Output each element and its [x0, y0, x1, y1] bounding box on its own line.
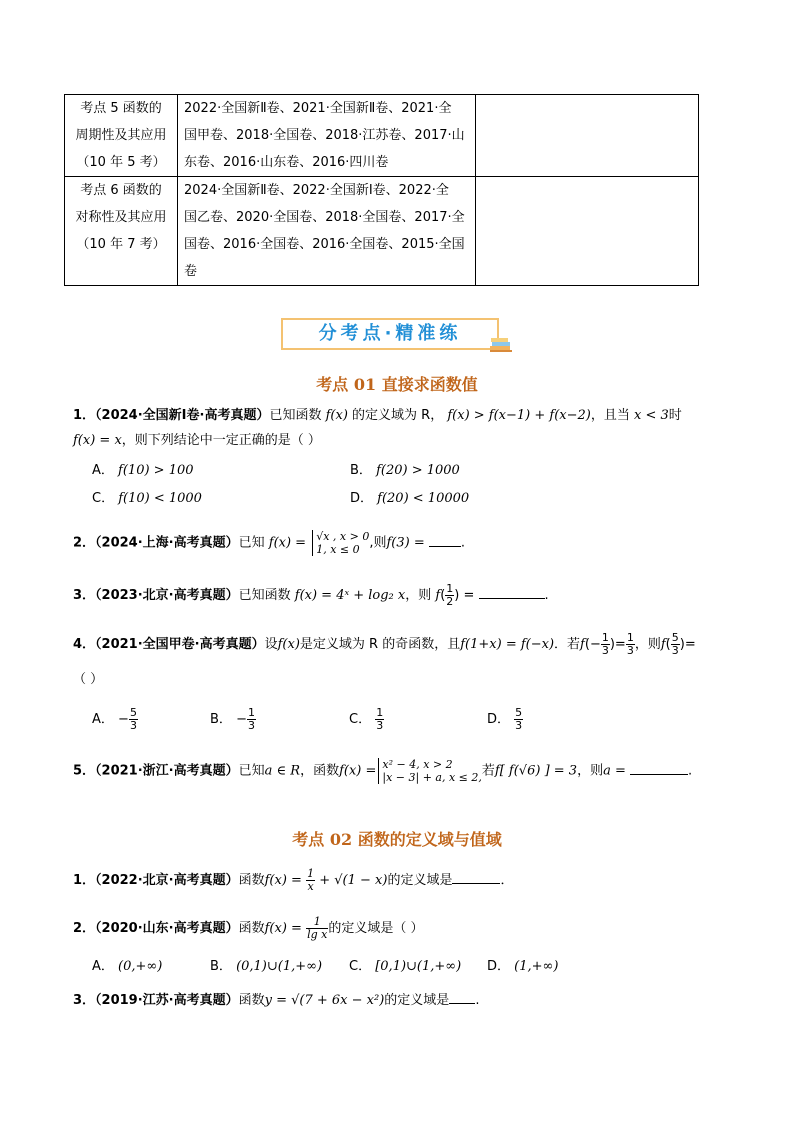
option-d[interactable]: D． (1,+∞) [487, 959, 559, 974]
table-cell-empty [476, 177, 699, 286]
option-b[interactable]: B． − $\frac{1}{3}$ [210, 706, 255, 732]
answer-blank[interactable] [429, 546, 461, 547]
option-c[interactable]: C． f(10) < 1000 [92, 491, 202, 506]
fraction: $\frac{5}{3}$ [129, 706, 137, 732]
piecewise-brace: x² − 4, x > 2 |x − 3| + a, x ≤ 2, [378, 758, 482, 784]
option-d[interactable]: D． f(20) < 10000 [350, 491, 470, 506]
section-banner [281, 318, 499, 350]
fraction: $\frac{1}{3}$ [626, 631, 634, 657]
table-cell-point: 考点 6 函数的 对称性及其应用 （10 年 7 考） [65, 177, 178, 286]
answer-blank[interactable] [479, 598, 545, 599]
question-1: 1．（2022·北京·高考真题）函数f(x) = $\frac{1}{x}$ + √(1 − x)的定义域是 ． [73, 867, 514, 893]
option-a[interactable]: A． f(10) > 100 [92, 463, 194, 478]
question-3: 3．（2019·江苏·高考真题）函数y = √(7 + 6x − x²)的定义域是 . [73, 993, 480, 1008]
question-5: 5．（2021·浙江·高考真题）已知a ∈ R，函数f(x) = x² − 4, x > 2 |x − 3| + a, x ≤ 2,若f[ f(√6) ] = 3，则a = . [73, 758, 693, 784]
banner-title: 分考点·精准练 [318, 323, 462, 344]
option-d[interactable]: D． $\frac{5}{3}$ [487, 706, 523, 732]
option-c[interactable]: C． [0,1)∪(1,+∞) [349, 959, 462, 974]
piecewise-brace: √x , x > 0 1, x ≤ 0 [312, 530, 369, 556]
fraction: $\frac{1}{x}$ [307, 867, 315, 893]
option-c[interactable]: C． $\frac{1}{3}$ [349, 706, 384, 732]
table-cell-sources: 2024·全国新Ⅱ卷、2022·全国新Ⅰ卷、2022·全 国乙卷、2020·全国卷、2018·全国卷、2017·全 国卷、2016·全国卷、2016·全国卷、2015·全国 卷 [178, 177, 476, 286]
answer-blank[interactable] [449, 1003, 475, 1004]
question-3: 3．（2023·北京·高考真题）已知函数 f(x) = 4ˣ + log₂ x，则 f( $\frac{1}{2}$ ) = . [73, 582, 549, 608]
table-row [65, 95, 699, 177]
table-row [65, 177, 699, 286]
question-2: 2．（2020·山东·高考真题）函数f(x) = $\frac{1}{\text{lg x}}$ 的定义域是（ ） [73, 915, 424, 941]
option-b[interactable]: B． (0,1)∪(1,+∞) [210, 959, 323, 974]
table-cell-empty [476, 95, 699, 177]
question-1-line2: f(x) = x，则下列结论中一定正确的是（ ） [73, 433, 321, 448]
question-4: 4．（2021·全国甲卷·高考真题）设f(x)是定义域为 R 的奇函数，且f(1+x) = f(−x)．若f(− $\frac{1}{3}$ )= $\frac{1}{3}$ ，则f( $\frac{5}{3}$ )= [73, 631, 696, 657]
option-b[interactable]: B． f(20) > 1000 [350, 463, 460, 478]
fraction: $\frac{5}{3}$ [515, 706, 523, 732]
answer-blank[interactable] [630, 774, 688, 775]
fraction: $\frac{1}{3}$ [601, 631, 609, 657]
fraction: $\frac{1}{\text{lg x}}$ [307, 915, 328, 941]
question-2: 2．（2024·上海·高考真题）已知 f(x) = √x , x > 0 1, x ≤ 0 ,则f(3) = . [73, 530, 466, 556]
exam-points-table [64, 94, 699, 286]
table-cell-sources: 2022·全国新Ⅱ卷、2021·全国新Ⅱ卷、2021·全 国甲卷、2018·全国卷、2018·江苏卷、2017·山 东卷、2016·山东卷、2016·四川卷 [178, 95, 476, 177]
fraction: $\frac{1}{2}$ [446, 582, 454, 608]
section-heading: 考点 01 直接求函数值 [316, 375, 478, 394]
fraction: $\frac{5}{3}$ [671, 631, 679, 657]
answer-blank[interactable] [452, 883, 500, 884]
fraction: $\frac{1}{3}$ [376, 706, 384, 732]
question-4-line2: （ ） [73, 672, 104, 687]
table-cell-point: 考点 5 函数的 周期性及其应用 （10 年 5 考） [65, 95, 178, 177]
option-a[interactable]: A． − $\frac{5}{3}$ [92, 706, 137, 732]
section-heading: 考点 02 函数的定义域与值域 [292, 830, 502, 849]
question-1: 1．（2024·全国新Ⅰ卷·高考真题）已知函数 f(x) 的定义域为 R， f(x) > f(x−1) + f(x−2)，且当 x < 3时 [73, 408, 682, 423]
fraction: $\frac{1}{3}$ [247, 706, 255, 732]
books-icon [488, 334, 514, 354]
option-a[interactable]: A． (0,+∞) [92, 959, 163, 974]
